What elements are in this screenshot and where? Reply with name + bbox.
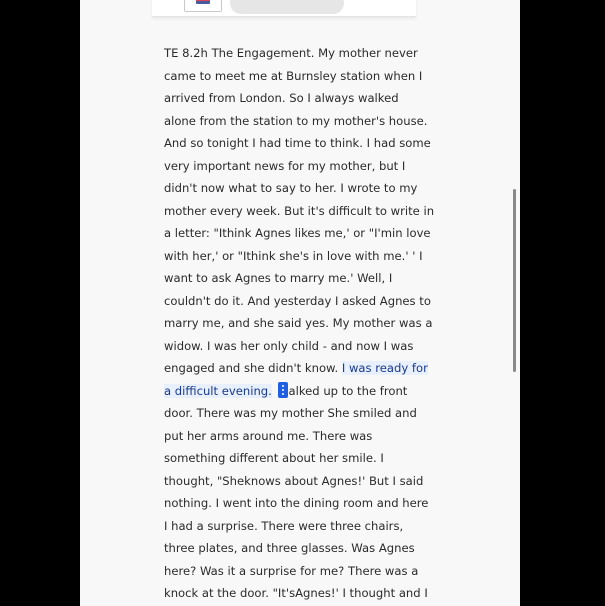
text-segment: very important news for my mother, but I [164, 158, 406, 173]
text-line [164, 425, 414, 448]
text-segment: with her,' or "Ithink she's in love with me.' ' I [164, 248, 423, 263]
text-segment: nothing. I went into the dining room and here [164, 496, 429, 510]
text-segment: three plates, and three glasses. Was Agnes [164, 541, 415, 555]
text-segment: marry me, and she said yes. My mother was a [164, 316, 433, 330]
document-text [164, 42, 435, 605]
text-line [164, 515, 414, 538]
text-segment: And so tonight I had time to think. I had some [164, 136, 431, 150]
text-line [164, 537, 414, 560]
text-segment: widow. I was her only child - and now I was [164, 338, 414, 353]
text-segment: engaged and she didn't know. [164, 361, 342, 375]
text-segment: here? Was it a surprise for me? There was a [164, 563, 419, 578]
text-segment: didn't now what to say to her. I wrote to my [164, 181, 418, 195]
text-segment: a letter: "Ithink Agnes likes me,' or "I'min love [164, 226, 431, 240]
text-segment: knock at the door. "It'sAgnes!' I thought and I [164, 586, 428, 600]
top-toolbar [152, 0, 416, 17]
text-segment: TE 8.2h The Engagement. My mother never [164, 46, 418, 60]
highlighted-text[interactable]: I was ready for [341, 361, 428, 375]
text-line [164, 222, 431, 245]
text-line [164, 132, 431, 155]
text-line [164, 312, 433, 335]
text-segment: thought, "Sheknows about Agnes!' But I said [164, 473, 424, 488]
text-line [164, 290, 431, 313]
text-line [164, 380, 414, 403]
text-segment: mother every week. But it's difficult to write in [164, 203, 435, 218]
text-line [164, 267, 414, 290]
text-line [164, 177, 418, 200]
text-line [164, 245, 423, 268]
scrollbar[interactable] [513, 189, 516, 372]
text-segment: alone from the station to my mother's house. [164, 113, 428, 128]
text-line [164, 42, 418, 65]
reader-page[interactable] [80, 0, 520, 606]
text-line [164, 582, 428, 605]
highlighted-text[interactable]: a difficult evening. [164, 383, 272, 398]
toolbar-search-pill[interactable] [230, 0, 344, 14]
text-segment: came to meet me at Burnsley station when I [164, 68, 423, 83]
text-line [164, 200, 435, 223]
text-segment: something different about her smile. I [164, 451, 384, 465]
text-line [164, 402, 417, 425]
text-segment: put her arms around me. There was [164, 428, 373, 443]
text-line [164, 65, 423, 88]
text-line [164, 470, 424, 493]
text-line [164, 87, 414, 110]
text-segment: door. There was my mother She smiled and [164, 406, 417, 420]
text-line [164, 492, 429, 515]
text-line [164, 155, 414, 178]
text-segment: want to ask Agnes to marry me.' Well, I [164, 271, 393, 285]
text-segment: alked up to the front [288, 383, 408, 398]
text-segment: I had a surprise. There were three chairs, [164, 518, 404, 533]
more-vert-icon[interactable] [278, 382, 288, 398]
language-flag-button[interactable] [184, 0, 222, 12]
text-line [164, 357, 428, 380]
text-segment: arrived from London. So I always walked [164, 91, 399, 105]
uk-flag-icon [196, 0, 210, 4]
text-line [164, 447, 414, 470]
text-line [164, 560, 419, 583]
text-line [164, 335, 414, 358]
text-segment: couldn't do it. And yesterday I asked Agnes to [164, 293, 431, 308]
text-line [164, 110, 428, 133]
